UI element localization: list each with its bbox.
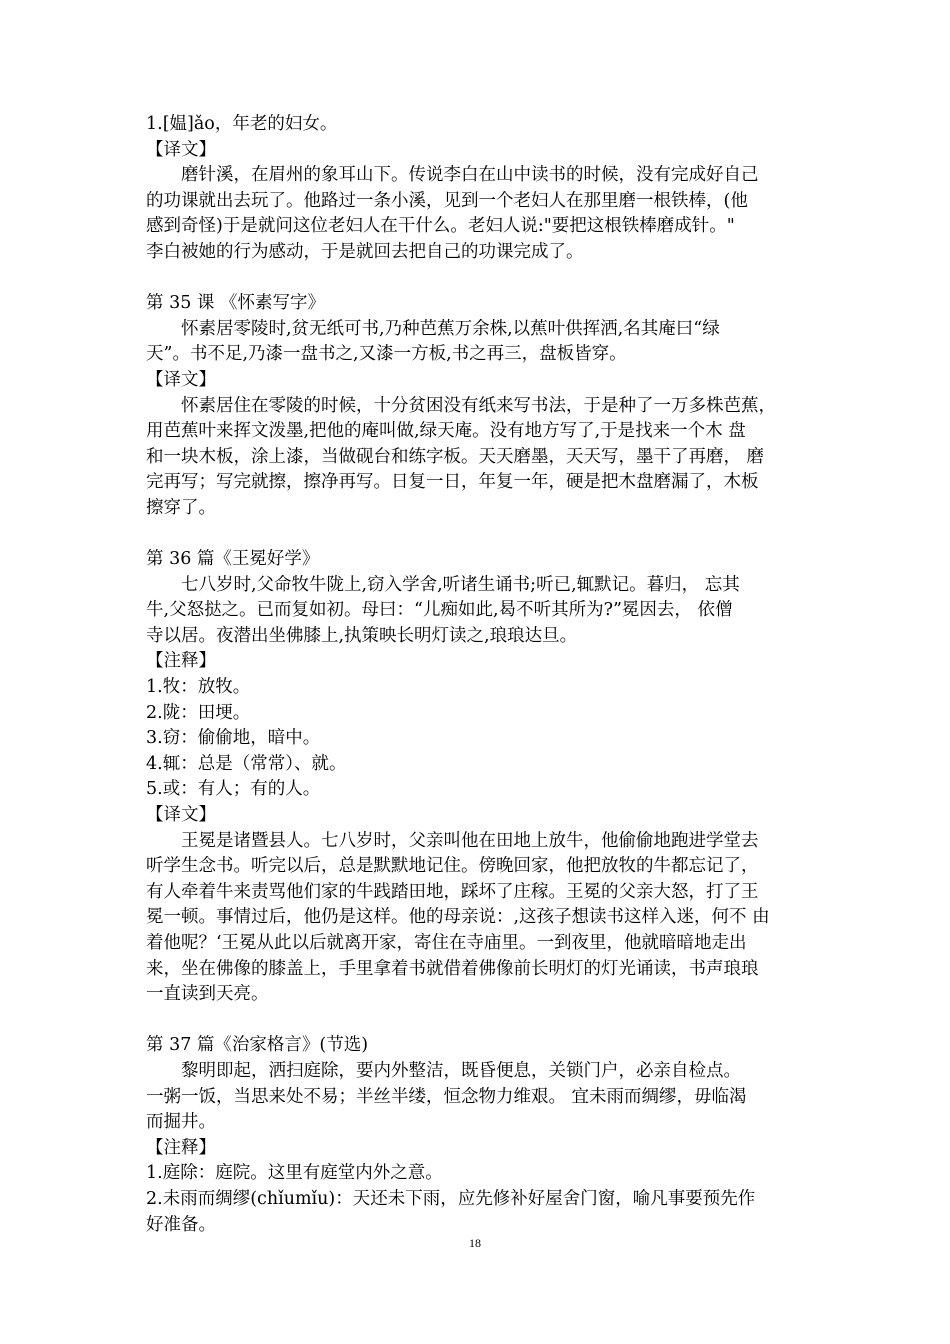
text-line: 第 37 篇《治家格言》(节选) bbox=[146, 1035, 369, 1056]
section-gap bbox=[146, 266, 811, 292]
text-line: 【注释】 bbox=[146, 651, 216, 672]
text-line: 天”。书不足,乃漆一盘书之,又漆一方板,书之再三，盘板皆穿。 bbox=[146, 344, 627, 365]
section-block bbox=[146, 1033, 811, 1238]
section-gap bbox=[146, 522, 811, 548]
text-line: 第 35 课 《怀素写字》 bbox=[146, 293, 325, 314]
text-line: 来，坐在佛像的膝盖上，手里拿着书就借着佛像前长明灯的灯光诵读，书声琅琅 bbox=[146, 958, 759, 979]
text-line: 有人牵着牛来责骂他们家的牛践踏田地，踩坏了庄稼。王冕的父亲大怒，打了王 bbox=[146, 881, 759, 902]
text-line: 王冕是诸暨县人。七八岁时，父亲叫他在田地上放牛，他偷偷地跑进学堂去 bbox=[181, 830, 759, 851]
text-line: 1.[媪]ǎo，年老的妇女。 bbox=[146, 114, 338, 134]
text-line: 听学生念书。听完以后，总是默默地记住。傍晚回家，他把放牧的牛都忘记了， bbox=[146, 856, 759, 877]
text-line: 一直读到天亮。 bbox=[146, 984, 269, 1005]
text-line: 和一块木板，涂上漆，当做砚台和练字板。天天磨墨，天天写，墨干了再磨， 磨 bbox=[146, 446, 765, 467]
text-line: 第 36 篇《王冕好学》 bbox=[146, 549, 320, 570]
text-line: 一粥一饭，当思来处不易；半丝半缕，恒念物力维艰。 宜未雨而绸缪，毋临渴 bbox=[146, 1086, 747, 1107]
section-gap bbox=[146, 1008, 811, 1034]
text-line: 2.未雨而绸缪(chǐumǐu)：天还未下雨，应先修补好屋舍门窗，喻凡事要预先作 bbox=[146, 1188, 756, 1209]
text-line: 【译文】 bbox=[146, 139, 216, 160]
page-number: 18 bbox=[469, 1236, 481, 1250]
text-line: 怀素居住在零陵的时候，十分贫困没有纸来写书法，于是种了一万多株芭蕉， bbox=[181, 395, 776, 416]
text-line: 1.牧：放牧。 bbox=[146, 677, 251, 698]
text-line: 5.或：有人；有的人。 bbox=[146, 779, 321, 800]
text-line: 寺以居。夜潜出坐佛膝上,执策映长明灯读之,琅琅达旦。 bbox=[146, 625, 578, 646]
section-block bbox=[146, 112, 811, 266]
text-line: 【译文】 bbox=[146, 369, 216, 390]
text-line: 着他呢？‘王冕从此以后就离开家，寄住在寺庙里。一到夜里，他就暗暗地走出 bbox=[146, 933, 747, 953]
section-block bbox=[146, 291, 811, 521]
text-line: 黎明即起，洒扫庭除，要内外整洁，既昏便息，关锁门户，必亲自检点。 bbox=[181, 1060, 741, 1081]
section-block bbox=[146, 547, 811, 1008]
text-line: 1.庭除：庭院。这里有庭堂内外之意。 bbox=[146, 1163, 443, 1184]
text-line: 李白被她的行为感动，于是就回去把自己的功课完成了。 bbox=[146, 241, 584, 262]
text-line: 而掘井。 bbox=[146, 1112, 216, 1133]
text-line: 3.窃：偷偷地，暗中。 bbox=[146, 728, 321, 749]
text-line: 怀素居零陵时,贫无纸可书,乃种芭蕉万余株,以蕉叶供挥洒,名其庵曰“绿 bbox=[181, 318, 720, 339]
text-line: 完再写；写完就擦，擦净再写。日复一日，年复一年，硬是把木盘磨漏了，木板 bbox=[146, 472, 759, 493]
text-line: 磨针溪，在眉州的象耳山下。传说李白在山中读书的时候，没有完成好自己 bbox=[181, 165, 759, 186]
text-line: 七八岁时,父命牧牛陇上,窃入学舍,听诸生诵书;听已,辄默记。暮归， 忘其 bbox=[181, 574, 740, 595]
text-line: 好准备。 bbox=[146, 1214, 216, 1235]
text-line: 【译文】 bbox=[146, 805, 216, 826]
text-line: 牛,父怒挞之。已而复如初。母曰：“儿痴如此,曷不听其所为?”冕因去， 依僧 bbox=[146, 600, 733, 621]
text-line: 用芭蕉叶来挥文泼墨,把他的庵叫做,绿天庵。没有地方写了,于是找来一个木 盘 bbox=[146, 421, 746, 442]
text-line: 的功课就出去玩了。他路过一条小溪，见到一个老妇人在那里磨一根铁棒，(他 bbox=[146, 190, 748, 211]
text-line: 2.陇：田埂。 bbox=[146, 702, 251, 723]
text-line: 感到奇怪)于是就问这位老妇人在干什么。老妇人说:"要把这根铁棒磨成针。" bbox=[146, 216, 735, 237]
text-line: 4.辄：总是（常常）、就。 bbox=[146, 753, 347, 774]
text-line: 【注释】 bbox=[146, 1137, 216, 1158]
text-line: 冕一顿。事情过后，他仍是这样。他的母亲说：,这孩子想读书这样入迷，何不 由 bbox=[146, 907, 770, 928]
text-line: 擦穿了。 bbox=[146, 497, 216, 518]
document-body bbox=[146, 112, 811, 1238]
